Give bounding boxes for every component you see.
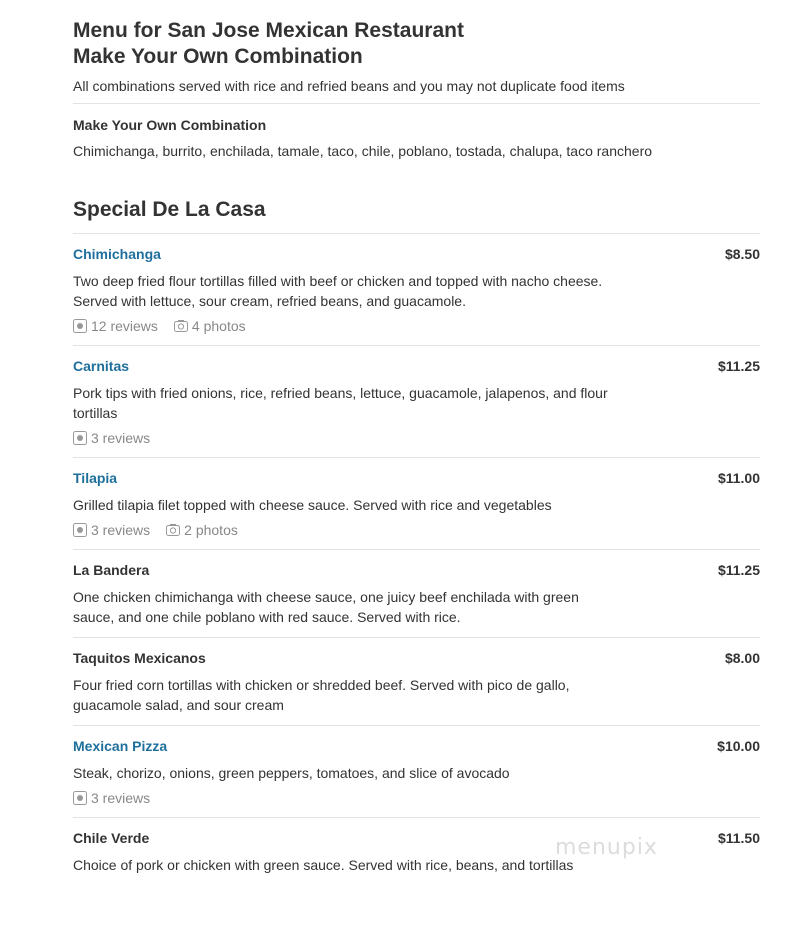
review-star-icon [73,431,87,445]
menu-item-description: Two deep fried flour tortillas filled with beef or chicken and topped with nacho cheese. Served with lettuce, sour cream, refried beans, and guacamole. [73,273,603,309]
reviews-count: 3 reviews [91,430,151,446]
menu-item [73,726,760,818]
menu-item-description: One chicken chimichanga with cheese sauce, one juicy beef enchilada with green sauce, and one chile poblano with red sauce. Served with rice. [73,589,579,625]
reviews-link[interactable] [73,521,150,539]
menu-item-link-mexican-pizza[interactable]: Mexican Pizza [73,738,168,754]
camera-icon [174,319,188,333]
photos-count: 2 photos [184,522,238,538]
menu-item-price: $11.25 [717,562,760,578]
menu-item-price: $8.00 [724,650,760,666]
reviews-count: 12 reviews [91,318,158,334]
section-title-special: Special De La Casa [73,198,266,221]
reviews-count: 3 reviews [91,522,151,538]
menu-item-description: Chimichanga, burrito, enchilada, tamale, taco, chile, poblano, tostada, chalupa, taco ranchero [73,143,653,159]
menu-item-meta [73,317,760,335]
menu-item [73,638,760,726]
reviews-count: 3 reviews [91,790,151,806]
menu-item-meta [73,789,760,807]
menu-item-description: Pork tips with fried onions, rice, refried beans, lettuce, guacamole, jalapenos, and flour tortillas [73,385,608,421]
menu-item [73,550,760,638]
menu-item [73,458,760,550]
menu-item-description: Grilled tilapia filet topped with cheese sauce. Served with rice and vegetables [73,497,552,513]
photos-count: 4 photos [191,318,246,334]
menu-item-description: Four fried corn tortillas with chicken or shredded beef. Served with pico de gallo, guacamole salad, and sour cream [73,677,570,713]
menu-item-meta [73,521,760,539]
menu-item-price: $10.00 [717,738,760,754]
review-star-icon [73,523,87,537]
menu-item-name: Make Your Own Combination [73,117,267,133]
reviews-link[interactable] [73,317,158,335]
reviews-link[interactable] [73,429,150,447]
menu-item-link-tilapia[interactable]: Tilapia [73,470,118,486]
menu-item-price: $11.25 [717,358,760,374]
menu-item-name: Taquitos Mexicanos [73,650,206,666]
review-star-icon [73,319,87,333]
menu-item-description: Steak, chorizo, onions, green peppers, tomatoes, and slice of avocado [73,765,510,781]
menu-item-name: Chile Verde [73,830,150,846]
section-description: All combinations served with rice and refried beans and you may not duplicate food items [73,77,760,104]
menu-item [73,233,760,346]
menu-item-description: Choice of pork or chicken with green sauce. Served with rice, beans, and tortillas [73,857,574,873]
photos-link[interactable] [174,317,246,335]
menu-item [73,346,760,458]
photos-link[interactable] [166,521,238,539]
menu-item-price: $11.50 [717,830,760,846]
menu-item-price: $8.50 [724,246,760,262]
menu-item-link-carnitas[interactable]: Carnitas [73,358,130,374]
menu-item-price: $11.00 [717,470,760,486]
menu-item-meta [73,429,760,447]
menu-item-link-chimichanga[interactable]: Chimichanga [73,246,161,262]
review-star-icon [73,791,87,805]
section-title-combination: Make Your Own Combination [73,45,363,68]
menu-item-name: La Bandera [73,562,150,578]
camera-icon [166,523,180,537]
page-title: Menu for San Jose Mexican Restaurant [73,19,464,42]
watermark-logo: menupix [555,835,658,860]
reviews-link[interactable] [73,789,150,807]
menu-item [73,104,760,171]
